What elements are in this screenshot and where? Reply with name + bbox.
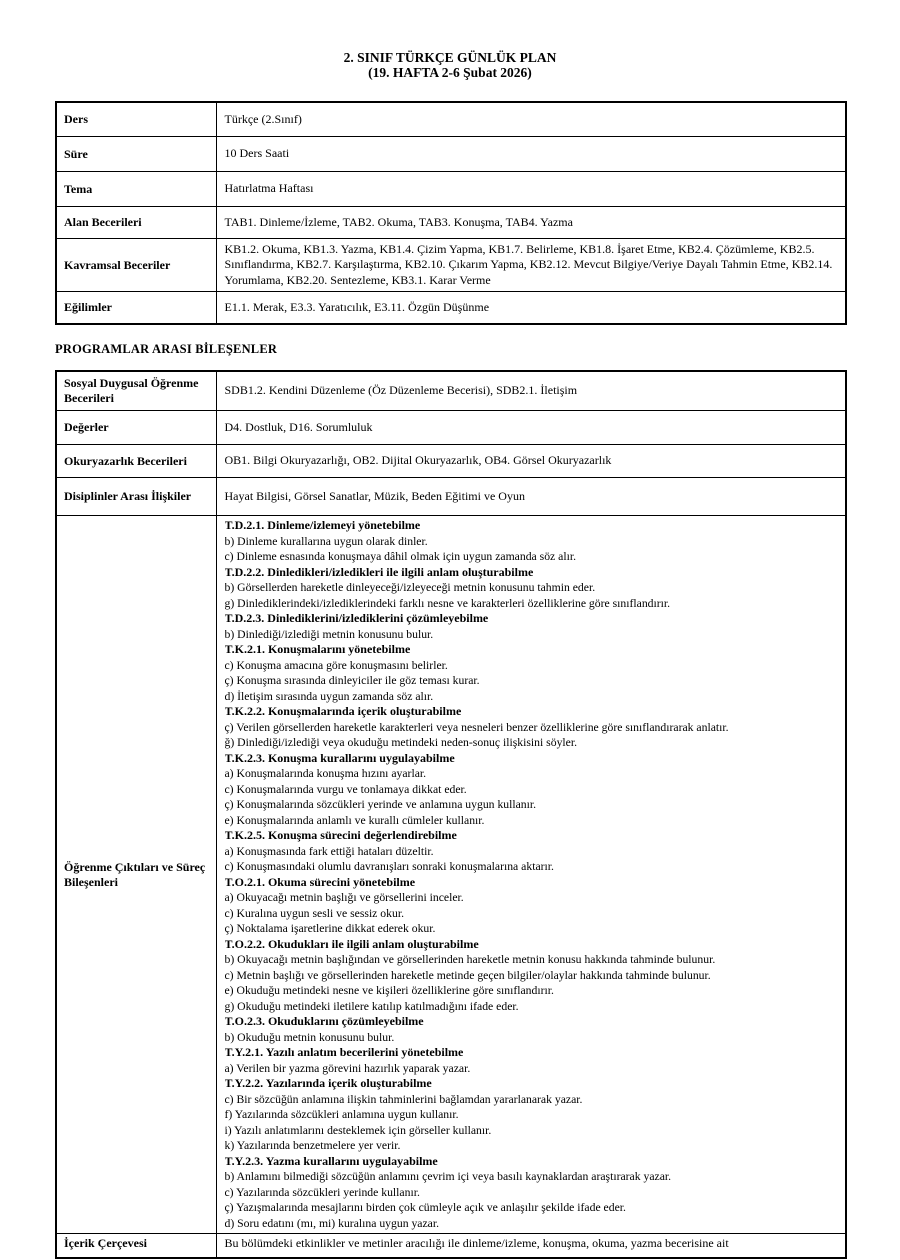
outcome-item-line: a) Okuyacağı metnin başlığı ve görsellerini inceler. [224,891,464,904]
row-label: Kavramsal Beceriler [56,239,216,292]
outcome-item-line: f) Yazılarında sözcükleri anlamına uygun kullanır. [224,1108,459,1121]
outcome-heading-line: T.K.2.5. Konuşma sürecini değerlendirebilme [224,828,457,842]
section-heading: PROGRAMLAR ARASI BİLEŞENLER [55,342,278,356]
outcome-heading-line: T.Y.2.3. Yazma kurallarını uygulayabilme [224,1153,438,1168]
outcome-item-line: c) Kuralına uygun sesli ve sessiz okur. [224,906,404,920]
outcome-item-line: k) Yazılarında benzetmelere yer verir. [224,1139,401,1152]
row-label: Tema [56,172,216,207]
row-value: TAB1. Dinleme/İzleme, TAB2. Okuma, TAB3. Konuşma, TAB4. Yazma [216,207,846,239]
row-value: Bu bölümdeki etkinlikler ve metinler aracılığı ile dinleme/izleme, konuşma, okuma, yazma becerisine ait [216,1234,846,1259]
row-value: OB1. Bilgi Okuryazarlığı, OB2. Dijital Okuryazarlık, OB4. Görsel Okuryazarlık [216,445,846,478]
table-row-egilimler [56,292,846,325]
outcome-item-line: c) Konuşma amacına göre konuşmasını belirler. [224,658,448,672]
outcome-heading-line: T.K.2.3. Konuşma kurallarını uygulayabilme [224,750,455,765]
outcome-item-line: a) Konuşmalarında konuşma hızını ayarlar. [224,767,427,780]
outcome-item-line: c) Bir sözcüğün anlamına ilişkin tahminlerini bağlamdan yararlanarak yazar. [224,1092,583,1106]
row-label: İçerik Çerçevesi [56,1234,216,1259]
outcome-item-line: e) Konuşmalarında anlamlı ve kurallı cümleler kullanır. [224,813,485,827]
row-label: Eğilimler [56,292,216,325]
plan-info-table [55,101,847,325]
outcome-heading-line: T.O.2.1. Okuma sürecini yönetebilme [224,874,416,889]
row-value: SDB1.2. Kendini Düzenleme (Öz Düzenleme Becerisi), SDB2.1. İletişim [216,371,846,411]
outcome-heading-line: T.O.2.3. Okuduklarını çözümleyebilme [224,1014,424,1028]
row-label: Ders [56,102,216,137]
row-value: D4. Dostluk, D16. Sorumluluk [216,411,846,445]
table-row-sosyal-duygusal [56,371,846,411]
outcome-item-line: c) Yazılarında sözcükleri yerinde kullanır. [224,1185,420,1199]
table-row-sure [56,137,846,172]
outcome-heading-line: T.D.2.2. Dinledikleri/izledikleri ile ilgili anlam oluşturabilme [224,564,534,579]
row-label: Disiplinler Arası İlişkiler [56,478,216,516]
outcome-item-line: b) Okuyacağı metnin başlığından ve görsellerinden hareketle metnin konusu hakkında tahminde bulunur. [224,953,716,966]
outcome-item-line: b) Anlamını bilmediği sözcüğün anlamını çevrim içi veya basılı kaynaklardan araştırarak yazar. [224,1170,672,1183]
table-row-ogrenme-ciktilari [56,516,846,1234]
outcome-heading-line: T.Y.2.1. Yazılı anlatım becerilerini yönetebilme [224,1045,464,1059]
outcome-heading-line: T.D.2.1. Dinleme/izlemeyi yönetebilme [224,518,421,532]
table-row-disiplinler-arasi [56,478,846,516]
outcome-item-line: ç) Yazışmalarında mesajlarını birden çok cümleyle açık ve anlaşılır şekilde ifade eder. [224,1201,626,1214]
title-line-2: (19. HAFTA 2-6 Şubat 2026) [368,65,532,80]
table-row-tema [56,172,846,207]
row-label: Öğrenme Çıktıları ve Süreç Bileşenleri [56,516,216,1234]
outcome-item-line: c) Konuşmalarında vurgu ve tonlamaya dikkat eder. [224,782,467,796]
table-row-alan-becerileri [56,207,846,239]
outcome-item-line: b) Dinlediği/izlediği metnin konusunu bulur. [224,627,434,641]
outcome-item-line: a) Verilen bir yazma görevini hazırlık yaparak yazar. [224,1061,471,1075]
outcome-heading-line: T.K.2.1. Konuşmalarını yönetebilme [224,642,411,656]
outcome-item-line: i) Yazılı anlatımlarını desteklemek için görseller kullanır. [224,1123,492,1137]
row-value: Hayat Bilgisi, Görsel Sanatlar, Müzik, Beden Eğitimi ve Oyun [216,478,846,516]
outcome-item-line: ğ) Dinlediği/izlediği veya okuduğu metindeki neden-sonuç ilişkisini söyler. [224,736,578,749]
outcome-item-line: c) Konuşmasındaki olumlu davranışları sonraki konuşmalarına aktarır. [224,860,554,873]
outcome-heading-line: T.D.2.3. Dinlediklerini/izlediklerini çözümleyebilme [224,611,489,625]
row-label: Değerler [56,411,216,445]
outcome-heading-line: T.Y.2.2. Yazılarında içerik oluşturabilme [224,1076,432,1090]
row-label: Süre [56,137,216,172]
table-row-kavramsal-beceriler [56,239,846,292]
outcome-item-line: d) İletişim sırasında uygun zamanda söz alır. [224,689,434,703]
row-value: 10 Ders Saati [216,137,846,172]
outcome-item-line: a) Konuşmasında fark ettiği hataları düzeltir. [224,844,434,858]
outcome-item-line: b) Dinleme kurallarına uygun olarak dinler. [224,534,428,548]
outcome-item-line: b) Okuduğu metnin konusunu bulur. [224,1030,395,1044]
row-label: Sosyal Duygusal Öğrenme Becerileri [56,371,216,411]
outcomes-lines [225,518,838,1231]
outcome-item-line: ç) Verilen görsellerden hareketle karakterleri veya nesneleri benzer özelliklerine göre sınıflandırarak anlatır. [224,720,729,734]
program-components-table [55,370,847,1259]
outcome-item-line: d) Soru edatını (mı, mi) kuralına uygun yazar. [224,1216,440,1230]
row-value: E1.1. Merak, E3.3. Yaratıcılık, E3.11. Özgün Düşünme [216,292,846,325]
row-value: KB1.2. Okuma, KB1.3. Yazma, KB1.4. Çizim Yapma, KB1.7. Belirleme, KB1.8. İşaret Etme, KB2.4. Çözümleme, KB2.5. Sınıflandırma, KB2.7. Karşılaştırma, KB2.10. Çıkarım Yapma, KB2.12. Mevcut Bilgiye/Veriye Dayalı Tahmin Etme, KB2.14. Yorumlama, KB2.20. Sentezleme, KB3.1. Karar Verme [216,239,846,292]
table-row-okuryazarlik [56,445,846,478]
outcome-heading-line: T.O.2.2. Okudukları ile ilgili anlam oluşturabilme [224,936,479,951]
row-value: Hatırlatma Haftası [216,172,846,207]
row-label: Okuryazarlık Becerileri [56,445,216,478]
outcome-heading-line: T.K.2.2. Konuşmalarında içerik oluşturabilme [224,704,462,718]
outcome-item-line: ç) Konuşmalarında sözcükleri yerinde ve anlamına uygun kullanır. [224,798,537,811]
table-row-icerik-cercevesi [56,1234,846,1259]
outcome-item-line: b) Görsellerden hareketle dinleyeceği/izleyeceği metnin konusunu tahmin eder. [224,581,596,594]
outcomes-cell [216,516,846,1234]
outcome-item-line: c) Metnin başlığı ve görsellerinden hareketle metinde geçen bilgiler/olaylar hakkında tahminde bulunur. [224,968,711,982]
outcome-item-line: ç) Konuşma sırasında dinleyiciler ile göz teması kurar. [224,674,480,687]
outcome-item-line: ç) Noktalama işaretlerine dikkat ederek okur. [224,922,436,935]
row-label: Alan Becerileri [56,207,216,239]
outcome-item-line: c) Dinleme esnasında konuşmaya dâhil olmak için uygun zamanda söz alır. [224,550,576,563]
outcome-item-line: g) Dinlediklerindeki/izlediklerindeki farklı nesne ve karakterleri özelliklerine göre sınıflandırır. [224,596,671,610]
table-row-ders [56,102,846,137]
document-title [55,50,845,80]
table-row-degerler [56,411,846,445]
row-value: Türkçe (2.Sınıf) [216,102,846,137]
outcome-item-line: g) Okuduğu metindeki iletilere katılıp katılmadığını ifade eder. [224,999,519,1013]
outcome-item-line: e) Okuduğu metindeki nesne ve kişileri özelliklerine göre sınıflandırır. [224,984,554,997]
title-line-1: 2. SINIF TÜRKÇE GÜNLÜK PLAN [343,50,557,65]
